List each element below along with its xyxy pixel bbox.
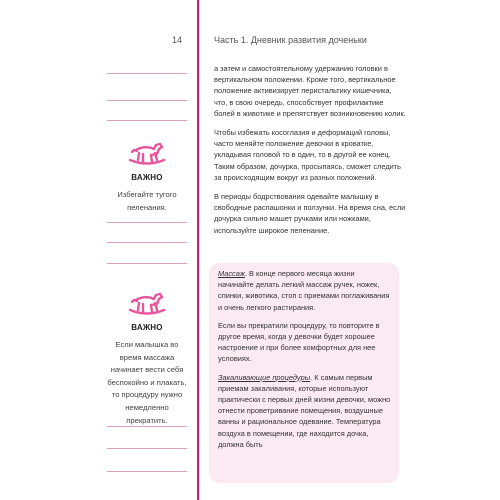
margin-rule [107,73,187,74]
running-head: Часть 1. Дневник развития доченьки [214,35,367,45]
note-text: Избегайте тугого пеленания. [117,190,177,212]
note-title: ВАЖНО [131,323,163,332]
margin-rule [107,448,187,449]
body-paragraph: В периоды бодрствования одевайте малышку в свободные распашонки и ползунки. На время сна, если дочурка сильно машет ручками или ножками, используйте широкое пеленание. [214,192,406,235]
note-title: ВАЖНО [131,173,163,182]
massage-text: . В конце первого месяца жизни начинайте делать легкий массаж ручек, ножек, спинки, животика, стоп с приемами поглаживания и очень легкого растирания. [218,269,390,312]
rocking-horse-icon [127,286,167,318]
margin-rule [107,222,187,223]
highlight-box [209,263,399,483]
margin-rule [107,120,187,121]
column-divider [197,0,199,500]
main-text [214,63,406,244]
page-number: 14 [172,35,183,45]
margin-rule [107,471,187,472]
margin-rule [107,242,187,243]
body-paragraph: Чтобы избежать косоглазия и деформаций головы, часто меняйте положение девочки в кроватке, укладывая головой то в один, то в другой ее конец. Таким образом, дочурка, просыпаясь, сможет следить за происходящим вокруг из разных положений. [214,128,401,182]
important-note [107,286,187,427]
important-note [107,136,187,214]
hardening-term: Закаливающие процедуры [218,372,311,382]
body-paragraph: а затем и самостоятельному удержанию головки в вертикальном положении. Кроме того, вертикальное положение активизирует перистальтику кишечника, что, в свою очередь, способствует профилактике болей в животике и препятствует возникновению колик. [214,64,406,118]
rocking-horse-icon [127,136,167,168]
margin-rule [107,426,187,427]
margin-rule [107,100,187,101]
margin-rule [107,263,187,264]
note-text: Если малышка во время массажа начинает вести себя беспокойно и плакать, то процедуру нужно немедленно прекратить. [107,340,187,425]
massage-paragraph [218,268,392,313]
box-paragraph: Если вы прекратили процедуру, то повторите в другое время, когда у девочки будет хорошее настроение и при более комфортных для нее условиях. [218,320,380,364]
hardening-text: . К самым первым приемам закаливания, которые используют практически с первых дней жизни девочки, можно отнести проветривание помещения, воздушные ванны и рациональное одевание. Температура воздуха в помещении, где находится дочка, должна быть [218,372,391,449]
hardening-paragraph [218,372,392,450]
massage-term: Массаж [218,269,245,278]
sidebar-margin [107,58,187,490]
